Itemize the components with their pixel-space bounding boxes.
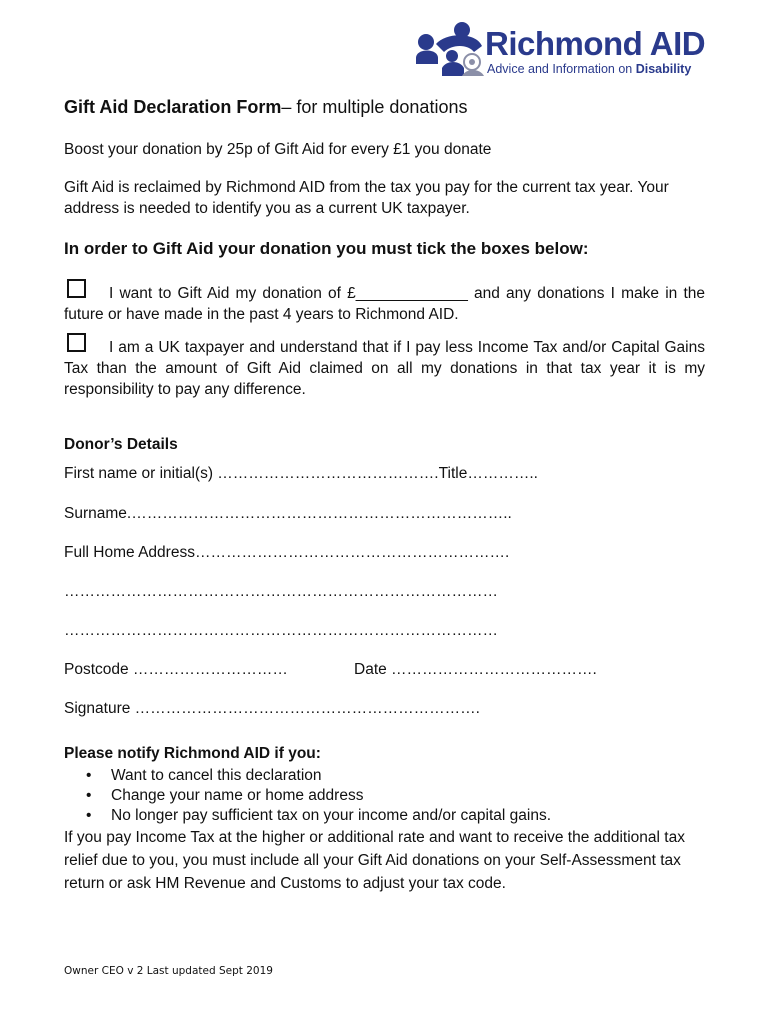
- logo-people-icon: [412, 18, 487, 82]
- address-line-3[interactable]: …………………………………………………………………………: [64, 622, 498, 639]
- logo-tagline-start: Advice and Information on: [487, 62, 636, 76]
- page-title-bold: Gift Aid Declaration Form: [64, 97, 282, 117]
- page-title-rest: – for multiple donations: [281, 97, 468, 117]
- reclaim-text: Gift Aid is reclaimed by Richmond AID from the tax you pay for the current tax year. Your address is needed to identify you as a current UK taxpayer.: [64, 179, 669, 217]
- uk-taxpayer-text: I am a UK taxpayer and understand that if I pay less Income Tax and/or Capital Gains Tax than the amount of Gift Aid claimed on all my donations in that tax year it is my responsibility to pay any difference.: [64, 339, 705, 398]
- first-name-field[interactable]: First name or initial(s) …………………………………….Title…………..: [64, 465, 538, 482]
- surname-field[interactable]: Surname.………………………………………………………………..: [64, 505, 512, 522]
- postcode-field[interactable]: Postcode …………………………: [64, 661, 288, 678]
- boost-text: Boost your donation by 25p of Gift Aid for every £1 you donate: [64, 141, 492, 158]
- list-item: • Change your name or home address: [64, 786, 551, 806]
- date-field[interactable]: Date ………………………………….: [354, 661, 597, 678]
- address-line-2[interactable]: …………………………………………………………………………: [64, 583, 498, 600]
- list-item: • No longer pay sufficient tax on your income and/or capital gains.: [64, 806, 551, 826]
- higher-rate-note: If you pay Income Tax at the higher or additional rate and want to receive the additional tax relief due to you, you must include all your Gift Aid donations on your Self-Assessment tax return or ask HM Revenue and Customs to adjust your tax code.: [64, 829, 685, 892]
- home-address-field[interactable]: Full Home Address…………………………………………………….: [64, 544, 510, 561]
- donor-details-heading: Donor’s Details: [64, 436, 178, 453]
- tick-heading: In order to Gift Aid your donation you must tick the boxes below:: [64, 239, 589, 258]
- logo-tagline: [487, 61, 691, 77]
- signature-field[interactable]: Signature ………………………………………………………….: [64, 700, 480, 717]
- gift-aid-donation-text: I want to Gift Aid my donation of £_____________ and any donations I make in the future or have made in the past 4 years to Richmond AID.: [64, 285, 705, 323]
- logo-name: Richmond AID: [485, 25, 706, 62]
- page-title: [64, 95, 467, 119]
- footer-version: Owner CEO v 2 Last updated Sept 2019: [64, 965, 273, 977]
- logo-tagline-bold: Disability: [635, 62, 692, 76]
- list-item: • Want to cancel this declaration: [64, 766, 551, 786]
- notify-heading: Please notify Richmond AID if you:: [64, 745, 321, 762]
- notify-list: [64, 766, 551, 826]
